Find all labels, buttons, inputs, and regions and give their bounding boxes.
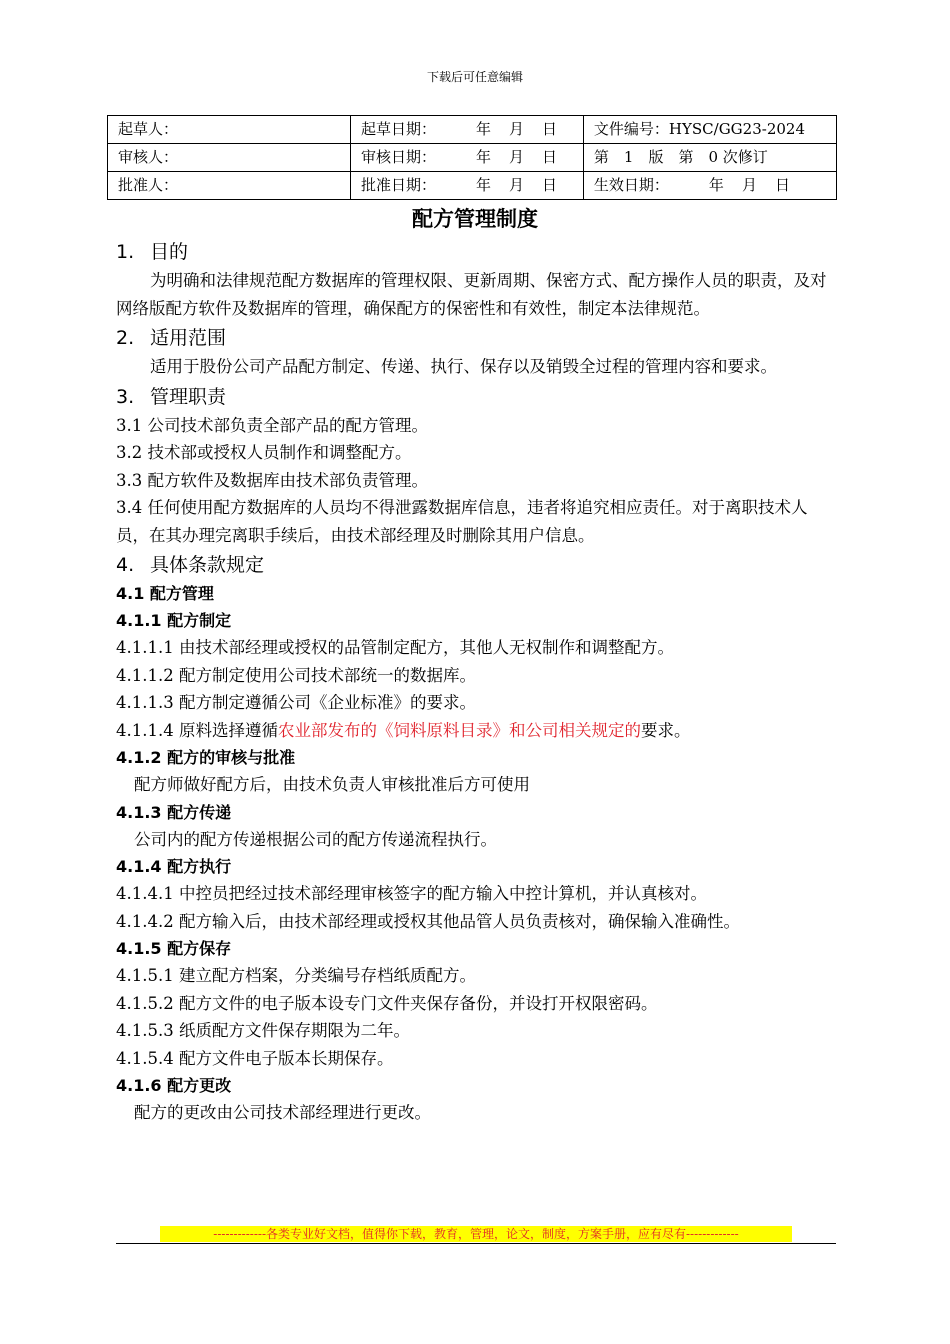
document-meta-table (107, 115, 837, 200)
review-date-label: 审核日期： (361, 148, 437, 166)
paragraph: 配方的更改由公司技术部经理进行更改。 (134, 1103, 431, 1122)
section-heading-4: 4. 具体条款规定 (116, 554, 265, 576)
drafter-cell: 起草人： (108, 116, 351, 144)
day-label: 日 (542, 176, 558, 194)
revision-label: 第 0 次修订 (678, 148, 768, 166)
list-item: 4.1.5.2 配方文件的电子版本设专门文件夹保存备份，并设打开权限密码。 (116, 993, 658, 1013)
paragraph: 适用于股份公司产品配方制定、传递、执行、保存以及销毁全过程的管理内容和要求。 (150, 357, 777, 376)
paragraph: 配方师做好配方后，由技术负责人审核批准后方可使用 (134, 775, 530, 794)
month-label: 月 (509, 148, 525, 166)
list-item: 4.1.5.4 配方文件电子版本长期保存。 (116, 1048, 394, 1068)
header-note: 下载后可任意编辑 (426, 70, 523, 84)
subsection-heading: 4.1.4 配方执行 (116, 857, 232, 876)
table-row (108, 144, 837, 172)
month-label: 月 (509, 120, 525, 138)
draft-date-cell (351, 116, 584, 144)
year-label: 年 (708, 176, 724, 194)
table-row (108, 116, 837, 144)
highlighted-text: 农业部发布的《饲料原料目录》和公司相关规定的 (277, 720, 641, 740)
subsection-heading: 4.1.6 配方更改 (116, 1076, 232, 1095)
year-label: 年 (476, 148, 492, 166)
reviewer-cell: 审核人： (108, 144, 351, 172)
paragraph: 为明确和法律规范配方数据库的管理权限、更新周期、保密方式、配方操作人员的职责，及对网络版配方软件及数据库的管理，确保配方的保密性和有效性，制定本法律规范。 (116, 271, 827, 318)
table-row (108, 172, 837, 200)
approve-date-cell (351, 172, 584, 200)
approver-cell: 批准人： (108, 172, 351, 200)
subsection-heading: 4.1.1 配方制定 (116, 611, 232, 630)
subsection-heading: 4.1.2 配方的审核与批准 (116, 748, 296, 767)
subsection-heading: 4.1 配方管理 (116, 584, 214, 603)
paragraph: 公司内的配方传递根据公司的配方传递流程执行。 (134, 829, 497, 849)
list-item: 3.3 配方软件及数据库由技术部负责管理。 (116, 470, 428, 490)
subsection-heading: 4.1.5 配方保存 (116, 939, 232, 958)
page-title: 配方管理制度 (412, 207, 538, 231)
approve-date-label: 批准日期： (361, 176, 437, 194)
month-label: 月 (741, 176, 757, 194)
footer-divider (116, 1243, 836, 1244)
day-label: 日 (774, 176, 790, 194)
review-date-cell (351, 144, 584, 172)
list-item: 4.1.1.2 配方制定使用公司技术部统一的数据库。 (116, 665, 476, 685)
effective-date-cell (583, 172, 836, 200)
section-heading-2: 2. 适用范围 (116, 327, 227, 349)
list-item: 3.2 技术部或授权人员制作和调整配方。 (116, 443, 412, 462)
section-heading-1: 1. 目的 (116, 241, 189, 263)
document-body (116, 236, 836, 1127)
list-item: 4.1.1.4 原料选择遵循农业部发布的《饲料原料目录》和公司相关规定的要求。 (116, 720, 691, 740)
draft-date-label: 起草日期： (361, 120, 437, 138)
year-label: 年 (476, 176, 492, 194)
version-cell (583, 144, 836, 172)
version-label: 第 1 版 (593, 148, 664, 166)
section-heading-3: 3. 管理职责 (116, 385, 227, 408)
list-item: 4.1.4.2 配方输入后，由技术部经理或授权其他品管人员负责核对，确保输入准确性。 (116, 911, 740, 931)
list-item: 4.1.4.1 中控员把经过技术部经理审核签字的配方输入中控计算机，并认真核对。 (116, 884, 707, 903)
day-label: 日 (542, 120, 558, 138)
month-label: 月 (509, 176, 525, 194)
list-item: 4.1.5.1 建立配方档案，分类编号存档纸质配方。 (116, 966, 476, 985)
list-item: 4.1.1.1 由技术部经理或授权的品管制定配方，其他人无权制作和调整配方。 (116, 638, 674, 657)
footer-banner: -------------各类专业好文档，值得你下载，教育，管理，论文，制度，方案手册，应有尽有------------- (160, 1226, 792, 1242)
subsection-heading: 4.1.3 配方传递 (116, 802, 232, 822)
list-item: 3.1 公司技术部负责全部产品的配方管理。 (116, 415, 428, 435)
doc-number-cell: 文件编号：HYSC/GG23-2024 (583, 116, 836, 144)
list-item: 4.1.5.3 纸质配方文件保存期限为二年。 (116, 1021, 410, 1040)
year-label: 年 (476, 120, 492, 138)
list-item: 4.1.1.3 配方制定遵循公司《企业标准》的要求。 (116, 693, 476, 712)
list-item: 3.4 任何使用配方数据库的人员均不得泄露数据库信息，违者将追究相应责任。对于离职技术人员，在其办理完离职手续后，由技术部经理及时删除其用户信息。 (116, 498, 808, 545)
effective-date-label: 生效日期： (593, 176, 669, 194)
day-label: 日 (542, 148, 558, 166)
